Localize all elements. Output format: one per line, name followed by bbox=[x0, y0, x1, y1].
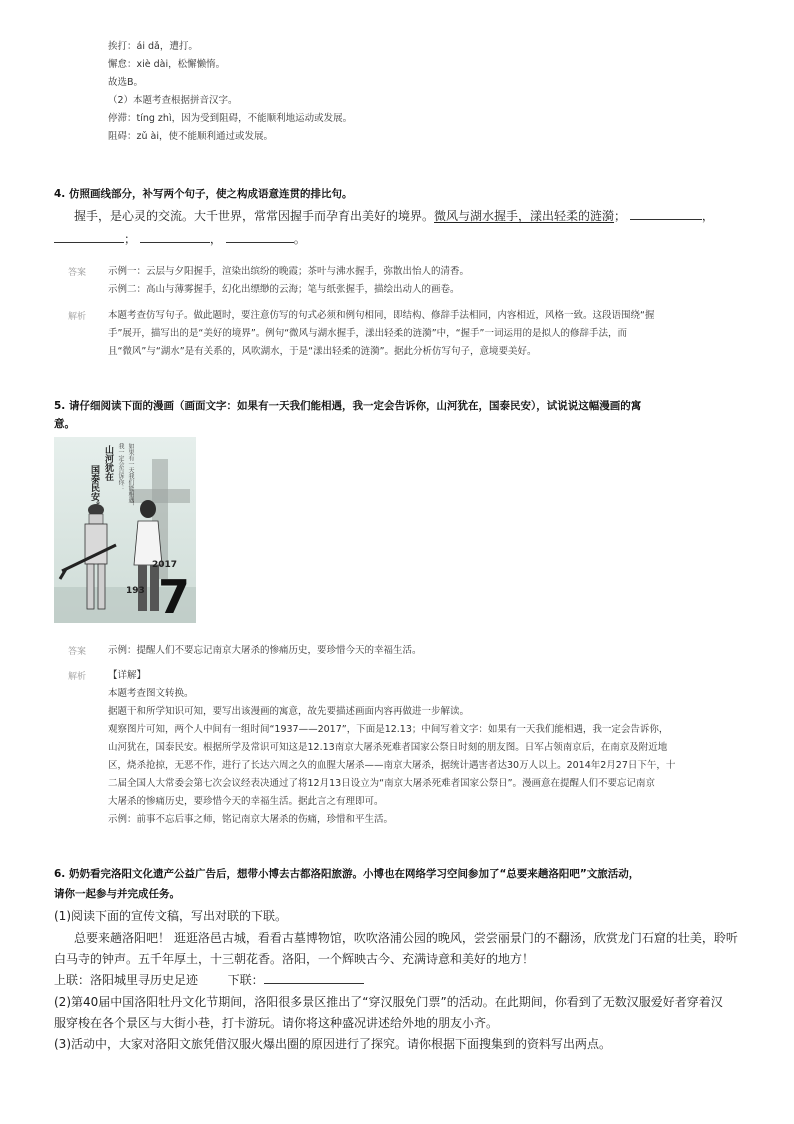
question-stem-line bbox=[74, 207, 714, 224]
note-line: 挨打：ái dǎ，遭打。 bbox=[108, 41, 198, 52]
analysis-tag: 解析 bbox=[68, 672, 87, 682]
year-label-right: 2017 bbox=[152, 560, 178, 570]
passage-line: 白马寺的钟声。五千年厚土，十三朝花香。洛阳，一个辉映古今、充满诗意和美好的地方！ bbox=[54, 952, 535, 966]
analysis-line: 且“微风”与“湖水”是有关系的，风吹湖水，于是“漾出轻柔的涟漪”。据此分析仿写句子，意境要美好。 bbox=[108, 346, 537, 357]
cartoon-image bbox=[54, 437, 196, 623]
analysis-header: 【详解】 bbox=[108, 670, 147, 681]
note-line: （2）本题考查根据拼音汉字。 bbox=[108, 95, 238, 106]
note-line: 阻碍：zǔ ài，使不能顺利通过或发展。 bbox=[108, 131, 273, 142]
couplet-lower-label: 下联： bbox=[227, 973, 264, 987]
analysis-line: 据题干和所学知识可知，要写出该漫画的寓意，故先要描述画面内容再做进一步解读。 bbox=[108, 706, 470, 717]
analysis-line: 示例：前事不忘后事之师，铭记南京大屠杀的伤痛，珍惜和平生活。 bbox=[108, 814, 394, 825]
big-seven: 7 bbox=[158, 570, 191, 623]
analysis-line: 二届全国人大常委会第七次会议经表决通过了将12月13日设立为“南京大屠杀死难者国家公祭日”。漫画意在提醒人们不要忘记南京 bbox=[108, 778, 656, 789]
analysis-tag: 解析 bbox=[68, 312, 87, 322]
analysis-line: 观察图片可知，两个人中间有一组时间“1937——2017”，下面是12.13；中间写着文字：如果有一天我们能相遇，我一定会告诉你， bbox=[108, 724, 669, 735]
underlined-example: 微风与湖水握手，漾出轻柔的涟漪 bbox=[434, 209, 615, 223]
sub-question-2: (2)第40届中国洛阳牡丹文化节期间，洛阳很多景区推出了“穿汉服免门票”的活动。在此期间，你看到了无数汉服爱好者穿着汉 bbox=[54, 995, 723, 1009]
answer-tag: 答案 bbox=[68, 268, 87, 278]
note-line: 懈怠：xiè dài，松懈懒惰。 bbox=[108, 59, 226, 70]
cartoon-illustration bbox=[54, 437, 196, 623]
analysis-line: 本题考查图文转换。 bbox=[108, 688, 194, 699]
analysis-line: 大屠杀的惨痛历史，要珍惜今天的幸福生活。据此言之有理即可。 bbox=[108, 796, 384, 807]
analysis-line: 本题考查仿写句子。做此题时，要注意仿写的句式必须和例句相同，即结构、修辞手法相同，内容相近，风格一致。这段语围绕“握 bbox=[108, 310, 655, 321]
stem-text: 握手，是心灵的交流。大千世界，常常因握手而孕育出美好的境界。 bbox=[74, 209, 435, 223]
cartoon-caption: 如果有一天我们能相遇， bbox=[127, 443, 134, 509]
question-title: 4. 仿照画线部分，补写两个句子，使之构成语意连贯的排比句。 bbox=[54, 188, 353, 200]
passage-line: 总要来趟洛阳吧！ 逛逛洛邑古城，看看古墓博物馆，吹吹洛浦公园的晚风，尝尝丽景门的不翻汤，欣赏龙门石窟的壮美，聆听 bbox=[74, 931, 738, 945]
separator: ， bbox=[701, 209, 714, 223]
sub-question-1: (1)阅读下面的宣传文稿，写出对联的下联。 bbox=[54, 909, 287, 923]
year-label-left: 193 bbox=[126, 586, 145, 596]
separator: 。 bbox=[293, 232, 306, 246]
couplet-answer-blank[interactable] bbox=[264, 971, 364, 984]
sub-question-3: (3)活动中，大家对洛阳文旅凭借汉服火爆出圈的原因进行了探究。请你根据下面搜集到的资料写出两点。 bbox=[54, 1037, 612, 1051]
question-title-cont: 请你一起参与并完成任务。 bbox=[54, 888, 180, 900]
sub-question-2-cont: 服穿梭在各个景区与大街小巷，打卡游玩。请你将这种盛况讲述给外地的朋友小齐。 bbox=[54, 1016, 499, 1030]
question-title: 5. 请仔细阅读下面的漫画（画面文字：如果有一天我们能相遇，我一定会告诉你，山河犹在，国泰民安），试说说这幅漫画的寓 bbox=[54, 400, 642, 412]
separator: ； bbox=[614, 209, 627, 223]
answer-blank[interactable] bbox=[226, 230, 294, 243]
answer-line: 示例一：云层与夕阳握手，渲染出缤纷的晚霞；茶叶与沸水握手，弥散出怡人的清香。 bbox=[108, 266, 470, 277]
note-line: 停滞：tíng zhì，因为受到阻碍，不能顺利地运动或发展。 bbox=[108, 113, 353, 124]
analysis-line: 山河犹在，国泰民安。根据所学及常识可知这是12.13南京大屠杀死难者国家公祭日时刻的朋友图。日军占领南京后，在南京及附近地 bbox=[108, 742, 668, 753]
cartoon-caption: 国泰民安。 bbox=[89, 465, 99, 510]
answer-line: 示例二：高山与薄雾握手，幻化出缥缈的云海；笔与纸张握手，描绘出动人的画卷。 bbox=[108, 284, 460, 295]
cartoon-caption: 山河犹在 bbox=[103, 445, 113, 481]
couplet-line bbox=[54, 971, 364, 988]
answer-tag: 答案 bbox=[68, 647, 87, 657]
cartoon-caption: 我一定会告诉你： bbox=[117, 443, 124, 491]
answer-blank[interactable] bbox=[140, 230, 210, 243]
separator: ； bbox=[124, 232, 137, 246]
note-line: 故选B。 bbox=[108, 77, 144, 88]
analysis-line: 区，烧杀抢掠，无恶不作，进行了长达六周之久的血腥大屠杀——南京大屠杀，据统计遇害者达30万人以上。2014年2月27日下午，十 bbox=[108, 760, 676, 771]
cross-shape bbox=[130, 489, 190, 503]
question-title: 6. 奶奶看完洛阳文化遗产公益广告后，想带小博去古都洛阳旅游。小博也在网络学习空间参加了“总要来趟洛阳吧”文旅活动， bbox=[54, 868, 640, 880]
separator: ， bbox=[209, 232, 222, 246]
question-stem-line bbox=[54, 230, 306, 247]
couplet-upper: 上联：洛阳城里寻历史足迹 bbox=[54, 973, 199, 987]
analysis-line: 手”展开，描写出的是“美好的境界”。例句“微风与湖水握手，漾出轻柔的涟漪”中，“握手”一词运用的是拟人的修辞手法，而 bbox=[108, 328, 627, 339]
question-title-cont: 意。 bbox=[54, 418, 75, 430]
answer-blank[interactable] bbox=[630, 207, 702, 220]
answer-line: 示例：提醒人们不要忘记南京大屠杀的惨痛历史，要珍惜今天的幸福生活。 bbox=[108, 645, 422, 656]
answer-blank[interactable] bbox=[54, 230, 124, 243]
